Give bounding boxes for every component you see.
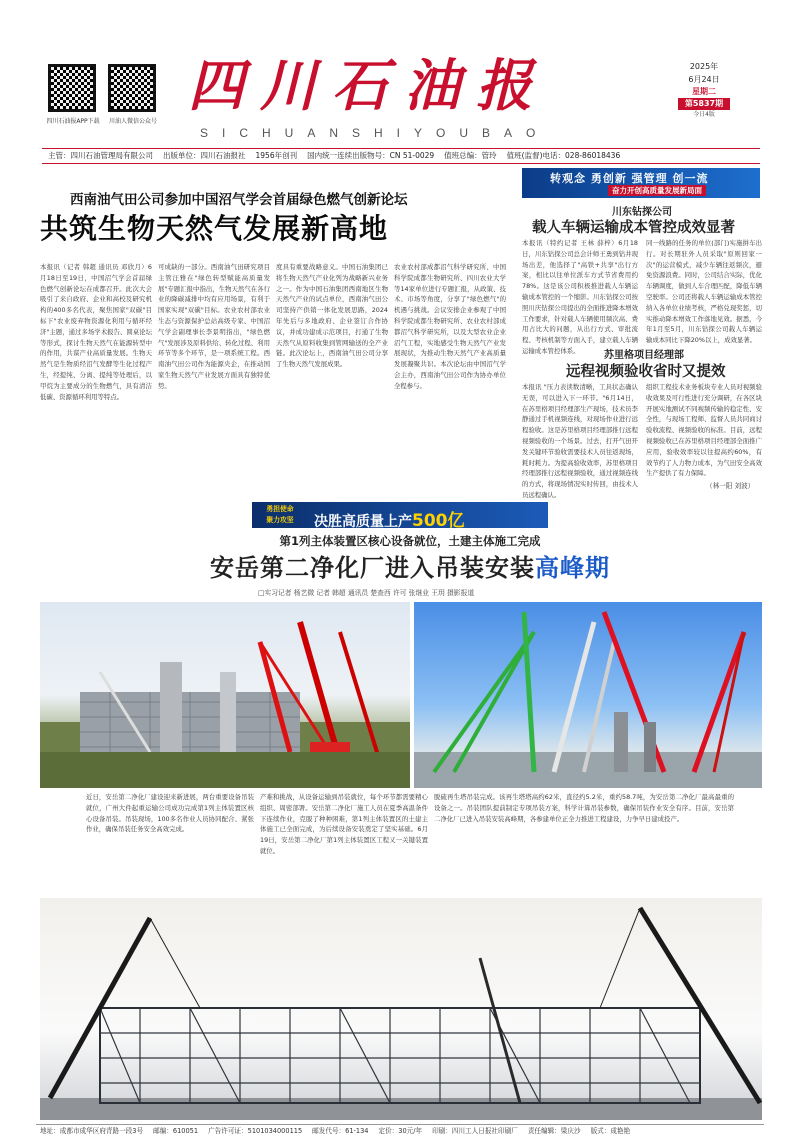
date-year: 2025年	[689, 62, 719, 71]
banner-tag-line2: 聚力攻坚	[266, 516, 294, 524]
campaign-banner	[522, 168, 760, 198]
footer-dist-code: 邮发代号：61-134	[312, 1127, 369, 1135]
photo-steel-frame	[40, 898, 762, 1120]
info-cn: 国内统一连续出版物号：CN 51-0029	[307, 151, 435, 160]
lead-column-4: 农业农村部成都沼气科学研究所、中国科学院成都生物研究所、四川农业大学等14家单位进行专题汇报，从政策、技术、市场等角度，分享了"绿色燃气"的机遇与挑战。会议安排企业参观了中国科学院成都生物研究所、农业农村部成都沼气科学研究所，以及大型农业企业沼气工程，实地感受生物天然气产业发展现状，为推动生物天然气产业高质量发展凝聚共识。本次论坛由中国沼气学会主办，西南油气田公司作为协办单位全程参与。	[394, 263, 506, 390]
info-phone: 值班(监督)电话：028-86018436	[506, 151, 621, 160]
banner-slogan-text: 决胜高质量上产	[314, 514, 412, 530]
campaign-slogan: 转观念 勇创新 强管理 创一流	[550, 172, 709, 185]
footer-printer: 印刷：四川工人日报社印刷厂	[432, 1127, 518, 1135]
footer-ad-license: 广告许可证：5101034000115	[208, 1127, 303, 1135]
lead-column-3: 度具有重要战略意义。中国石油集团已将生物天然气产业化列为战略新兴业务之一。作为中国石油集团西南地区生物天然气产业的试点单位，西南油气田公司坚持产供销一体化发展思路，2024年先后与多地政府、企业签订合作协议，并成功建成示范项目，打通了生物天然气从原料收集到管网输送的全产业链。此次论坛上，西南油气田公司分享了生物天然气发展成果。	[276, 263, 388, 369]
qr-label-wechat: 川油人微信公众号	[108, 118, 157, 125]
remote-video-column-2: 组织工程技术业务板块专业人员对视频验收效果及可行性进行充分调研，在各区块开展实地测试不同视频传输的稳定性、安全性，与现场工程师、监督人员共同商讨验收流程、视频验收的标准。目前，远程视频验收已在苏里格项目经理部全面推广应用，验收效率较以往提高约60%，有效节约了人力物力成本，为气田安全高效生产提供了有力保障。	[646, 383, 762, 478]
photo-construction-site	[40, 602, 410, 788]
feature-title-highlight: 高峰期	[535, 553, 610, 582]
qr-label-app: 四川石油报APP下载	[46, 118, 100, 125]
footer-price: 定价：30元/年	[378, 1127, 423, 1135]
feature-title-main: 安岳第二净化厂进入吊装安装	[210, 553, 535, 582]
campaign-subslogan: 奋力开创高质量发展新局面	[608, 185, 706, 196]
issue-number: 第5837期	[678, 98, 730, 110]
article-title-vehicle-cost: 载人车辆运输成本管控成效显著	[532, 220, 735, 236]
banner-tag-line1: 勇担使命	[266, 505, 294, 513]
feature-caption-column-2: 产难和挑战，从设备运输到吊装就位，每个环节都需要精心组织、周密部署。安岳第二净化厂施工人员在夏季高温条件下连续作业，克服了种种困难，第1列主体装置区的土建主体施工已全面完成，为后续设备安装奠定了坚实基础。6月19日，安岳第二净化厂第1列主体装置区工程又一关键装置就位。	[260, 793, 428, 855]
remote-video-column-1: 本报讯 "压力表读数清晰，工具状态确认无误，可以进入下一环节。"6月14日，在苏里格项目经理部生产现场，技术员李静通过手机视频连线，对现场作业进行远程验收。这是苏里格项目经理部推行远程视频验收的一个场景。过去，打开气田开发关键环节验收需要技术人员往返现场，耗时耗力。为提高验收效率，苏里格项目经理部推行远程视频验收，通过视频连线的方式，将现场情况实时传回，由技术人员远程确认。	[522, 383, 638, 499]
page-count: 今日4版	[693, 111, 715, 118]
steel-frame-illustration	[40, 898, 762, 1120]
production-banner	[252, 502, 548, 531]
info-founded: 1956年创刊	[255, 151, 298, 160]
article-unit-chuandong: 川东钻探公司	[612, 207, 672, 218]
cranes-illustration	[414, 602, 762, 788]
lead-subtitle: 西南油气田公司参加中国沼气学会首届绿色燃气创新论坛	[70, 192, 408, 208]
footer-editor: 责任编辑：梁庆沙	[527, 1127, 581, 1135]
lead-column-2: 可成缺的一部分。西南油气田研究项目主管汪雅在"绿色转型赋能高质量发展"专题汇报中指出，生物天然气在各行业的降碳减排中均有应用场景，有利于国家实现"双碳"目标。农业农村部农业生态与资源保护总站高级专家、中国沼气学会副理事长李景明指出，"绿色燃气"发展涉及原料供给、转化过程、利用环节等多个环节，是一项系统工程。西南油气田公司作为能源央企，在推动国家生物天然气产业发展方面具有独特优势。	[158, 263, 270, 390]
article-title-remote-video: 远程视频验收省时又提效	[566, 364, 726, 380]
qr-code-wechat[interactable]	[108, 64, 156, 112]
construction-site-illustration	[40, 602, 410, 788]
banner-tag	[256, 504, 304, 526]
footer-layout: 版式：成艳艳	[590, 1127, 631, 1135]
weekday: 星期二	[692, 87, 716, 96]
qr-code-app[interactable]	[48, 64, 96, 112]
banner-amount: 500亿	[412, 511, 465, 531]
photo-cranes	[414, 602, 762, 788]
vehicle-cost-column-1: 本报讯（特约记者 王林 薛梓）6月18日，川东钻探公司总会计师王勇到钻井现场出差，他选择了"高铁+共享"出行方案，相比以往单位派车方式节省费用约78%。这是该公司积极推进载人车辆运输成本管控的一个缩影。川东钻探公司按照川庆钻探公司提出的全面推进降本增效工作要求，针对载人车辆使用频次高、费用占比大的问题，从出行方式、审批流程、考核机制等方面入手，建立载人车辆运输成本管控体系。	[522, 239, 638, 355]
feature-credit: □实习记者 杨艺微 记者 韩超 通讯员 楚查西 许可 张继业 王玥 摄影报道	[258, 589, 475, 597]
newspaper-pinyin: SICHUANSHIYOUBAO	[200, 126, 550, 140]
remote-video-signature: （林一阳 刘波）	[706, 482, 755, 490]
feature-subtitle: 第1列主体装置区核心设备就位，土建主体施工完成	[279, 534, 541, 548]
feature-caption-column-3: 脱硫再生塔吊装完成。该再生塔塔高约62米，直径约5.2米，重约58.7吨，为安岳第二净化厂最高最重的设备之一。吊装团队提前制定专项吊装方案，科学计算吊装参数，确保吊装作业安全有序。目前，安岳第二净化厂已进入吊装安装高峰期，各参建单位正全力推进工程建设，力争早日建成投产。	[434, 793, 734, 823]
lead-column-1: 本报讯（记者 韩超 通讯员 邓欣月）6月18日至19日，中国沼气学会首届绿色燃气创新论坛在成都召开。此次大会吸引了来自政府、企业和高校及研究机构的400多名代表，聚焦国家"双碳"目标下"农业废弃物资源化利用与循环经济"主题，通过多场学术报告、圆桌论坛等形式，探讨生物天然气在能源转型中的作用，共谋产业高质量发展。生物天然气是生物质经沼气发酵等生化过程产生，经提纯、分离、提纯等处理后，以甲烷为主要成分的生物燃气，具有清洁低碳、资源循环利用等特点。	[40, 263, 152, 401]
newspaper-logo: 四川石油报	[188, 53, 548, 119]
lead-title: 共筑生物天然气发展新高地	[40, 212, 389, 245]
date-box	[678, 60, 730, 118]
feature-title	[150, 548, 670, 583]
footer-bar	[36, 1124, 764, 1138]
article-unit-sulige: 苏里格项目经理部	[604, 350, 684, 361]
info-editor: 值班总编：管玲	[444, 151, 497, 160]
banner-slogan	[314, 506, 465, 531]
feature-caption-column-1: 近日，安岳第二净化厂建设迎来新进展，两台重要设备吊装就位，广州大件起重运输公司成功完成第1列主体装置区核心设备吊装。吊装现场，100多名作业人员协同配合、紧张作业，确保吊装任务安全高效完成。	[86, 793, 254, 834]
info-sponsor: 主管：四川石油管理局有限公司	[48, 151, 153, 160]
footer-postcode: 邮编：610051	[153, 1127, 199, 1135]
footer-address: 地址：成都市成华区府青路一段3号	[40, 1127, 144, 1135]
vehicle-cost-column-2: 同一线路的任务的单位(部门)实施拼车出行。对长期驻外人员采取"原则回家一次"的运营模式，减少车辆往返频次，避免资源浪费。同时，公司结合实际，优化车辆调度，做到人车合理匹配，降低车辆空驶率。公司还将载人车辆运输成本管控纳入各单位业绩考核，严格兑现奖惩，切实推动降本增效工作落地见效。据悉，今年1月至5月，川东钻探公司载人车辆运输成本同比下降20%以上，成效显著。	[646, 239, 762, 345]
date-day: 6月24日	[688, 75, 720, 84]
info-bar	[42, 148, 760, 164]
info-publisher: 出版单位：四川石油报社	[163, 151, 246, 160]
